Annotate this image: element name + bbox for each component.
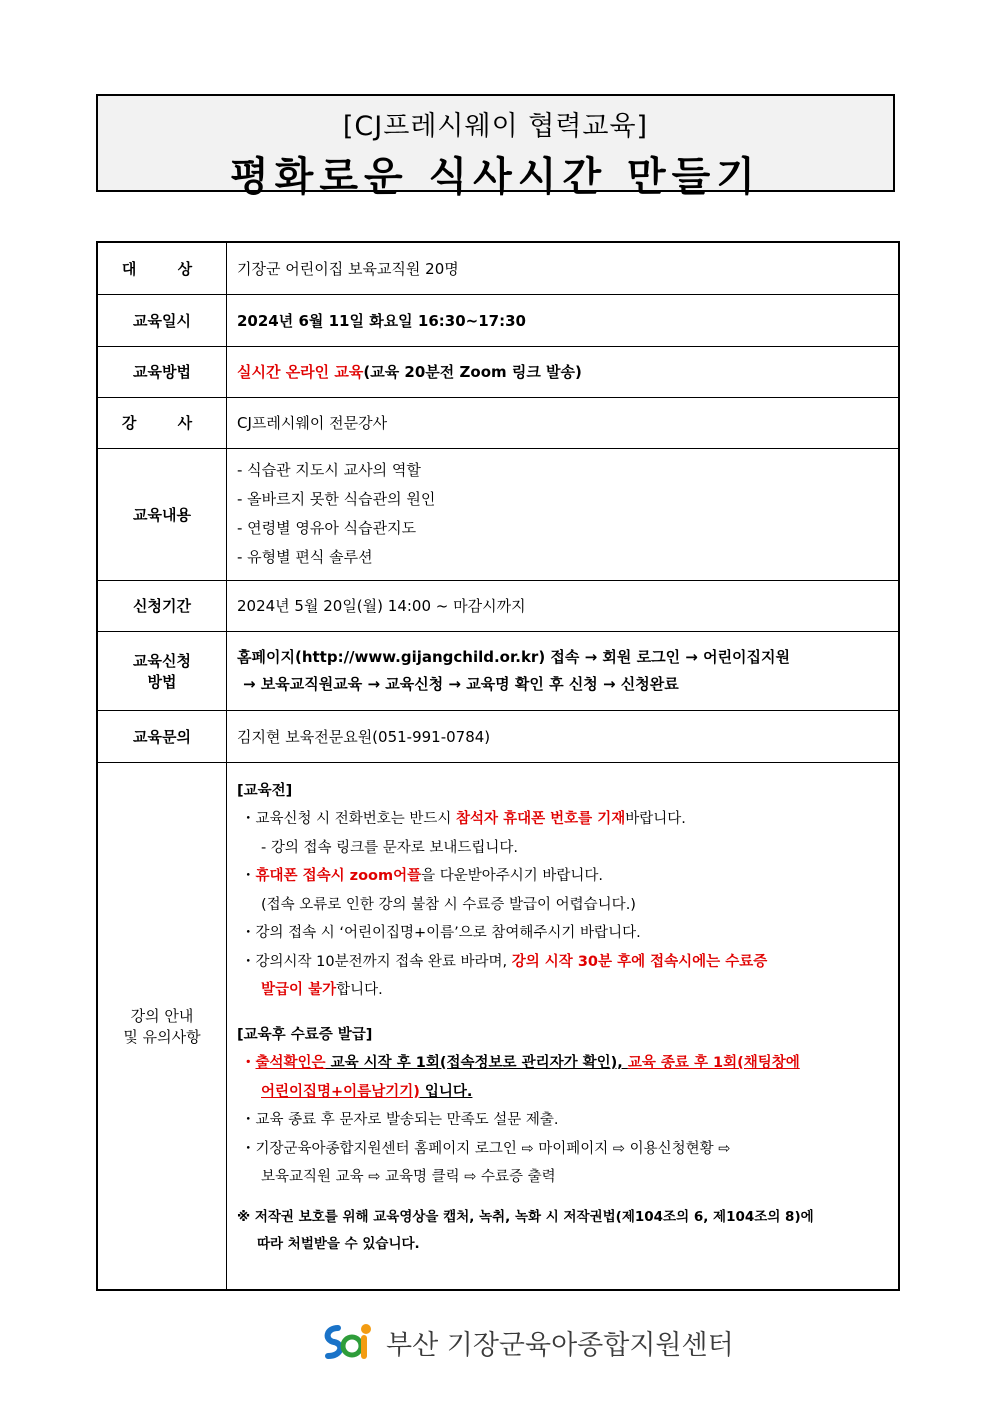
guide-item: ・교육 종료 후 문자로 발송되는 만족도 설문 제출. [241,1112,559,1128]
guide-item: ・출석확인은 교육 시작 후 1회(접속정보로 관리자가 확인), 교육 종료 후 1회(채팅창에 [241,1055,800,1071]
apply-line2: → 보육교직원교육 → 교육신청 → 교육명 확인 후 신청 → 신청완료 [243,674,679,693]
title-box [96,94,895,200]
value-guide [227,762,900,1290]
value-inquiry: 김지현 보육전문요원(051-991-0784) [227,710,900,762]
page-subtitle: [CJ프레시웨이 협력교육] [342,111,649,142]
spacer [237,1005,890,1021]
guide-item: ・교육신청 시 전화번호는 반드시 참석자 휴대폰 번호를 기재바랍니다. [241,811,686,827]
row-guide [97,762,899,1290]
guide-subitem: - 강의 접속 링크를 문자로 보내드립니다. [261,839,518,856]
value-period: 2024년 5월 20일(월) 14:00 ~ 마감시까지 [227,580,900,631]
value-lecturer: CJ프레시웨이 전문강사 [227,397,900,448]
label-guide-line1: 강의 안내 [130,1006,194,1025]
row-inquiry [97,710,899,762]
content-item: - 연령별 영유아 식습관지도 [237,519,417,537]
label-date: 교육일시 [97,294,227,346]
content-item: - 올바르지 못한 식습관의 원인 [237,490,436,508]
label-apply [97,631,227,710]
value-content [227,448,900,580]
row-period [97,580,899,631]
row-target [97,242,899,294]
label-target: 대 상 [97,242,227,294]
guide-subitem: 어린이집명+이름남기기) 입니다. [261,1083,473,1100]
after-heading: [교육후 수료증 발급] [237,1026,373,1043]
label-method: 교육방법 [97,346,227,397]
label-inquiry: 교육문의 [97,710,227,762]
label-period: 신청기간 [97,580,227,631]
copyright-note-line2: 따라 처벌받을 수 있습니다. [257,1235,420,1252]
value-method [227,346,900,397]
guide-subitem: 발급이 불가합니다. [261,982,383,998]
guide-item: ・강의 접속 시 ‘어린이집명+이름’으로 참여해주시기 바랍니다. [241,925,641,941]
before-heading: [교육전] [237,782,293,799]
center-logo-icon [320,1320,378,1364]
footer-org-name: 부산 기장군육아종합지원센터 [386,1329,734,1361]
info-table [96,241,900,1291]
value-target: 기장군 어린이집 보육교직원 20명 [227,242,900,294]
label-lecturer: 강 사 [97,397,227,448]
label-guide-line2: 및 유의사항 [123,1027,201,1046]
guide-item: ・기장군육아종합지원센터 홈페이지 로그인 ⇨ 마이페이지 ⇨ 이용신청현황 ⇨ [241,1140,731,1157]
apply-line1: 홈페이지(http://www.gijangchild.or.kr) 접속 → 회원 로그인 → 어린이집지원 [237,647,791,666]
row-lecturer [97,397,899,448]
label-apply-line1: 교육신청 [133,651,191,670]
value-date: 2024년 6월 11일 화요일 16:30~17:30 [227,294,900,346]
content-item: - 식습관 지도시 교사의 역할 [237,461,421,479]
row-method [97,346,899,397]
footer [320,1320,734,1364]
row-apply [97,631,899,710]
row-content [97,448,899,580]
guide-item: ・강의시작 10분전까지 접속 완료 바라며, 강의 시작 30분 후에 접속시에는 수료증 [241,953,768,970]
label-apply-line2: 방법 [147,672,177,691]
value-apply [227,631,900,710]
method-highlight: 실시간 온라인 교육 [237,363,364,381]
page-title: 평화로운 식사시간 만들기 [230,154,761,200]
method-detail: (교육 20분전 Zoom 링크 발송) [363,363,582,381]
copyright-note [237,1204,890,1258]
guide-subitem: (접속 오류로 인한 강의 불참 시 수료증 발급이 어렵습니다.) [261,896,636,913]
guide-item: ・휴대폰 접속시 zoom어플을 다운받아주시기 바랍니다. [241,868,604,884]
label-content: 교육내용 [97,448,227,580]
row-date [97,294,899,346]
content-item: - 유형별 편식 솔루션 [237,548,373,566]
copyright-note-line1: ※ 저작권 보호를 위해 교육영상을 캡처, 녹취, 녹화 시 저작권법(제104조의 6, 제104조의 8)에 [237,1208,814,1225]
guide-subitem: 보육교직원 교육 ⇨ 교육명 클릭 ⇨ 수료증 출력 [261,1169,556,1185]
label-guide [97,762,227,1290]
